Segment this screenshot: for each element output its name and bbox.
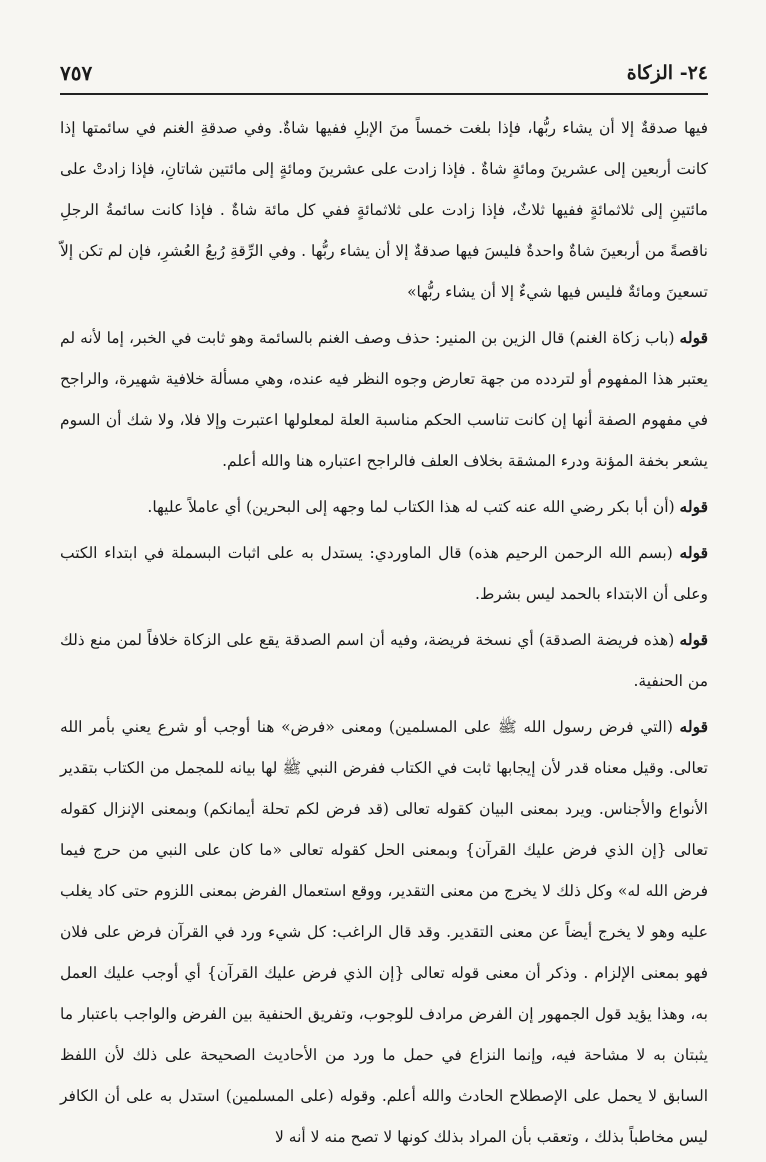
paragraph-text: (بسم الله الرحمن الرحيم هذه) قال الماوردي: يستدل به على اثبات البسملة في ابتداء الكتب وعلى أن الابتداء بالحمد ليس بشرط. (60, 544, 708, 603)
paragraph-commentary-2 (60, 486, 708, 528)
page-number: ٧٥٧ (60, 61, 93, 85)
qawluhu-keyword: قوله (679, 630, 708, 649)
paragraph-commentary-3 (60, 532, 708, 615)
paragraph-hadith-text: فيها صدقةٌ إلا أن يشاء ربُّها، فإذا بلغت خمساً منَ الإبلِ ففيها شاةٌ. وفي صدقةِ الغنم في سائمتها إذا كانت أربعين إلى عشرينَ ومائةٍ شاةٌ . فإذا زادت على عشرينَ ومائةٍ إلى مائتين شاتانِ، فإذا زادتْ على مائتينِ إلى ثلاثمائةٍ ففيها ثلاثٌ، فإذا زادت على ثلاثمائةٍ ففي كل مائة شاةٌ . فإذا كانت سائمةُ الرجلِ ناقصةً من أربعينَ شاةٌ واحدةٌ فليسَ فيها صدقةٌ إلا أن يشاء ربُّها . وفي الرِّقةِ رُبعُ العُشرِ، فإن لم تكن إلاّ تسعينَ ومائةٌ فليس فيها شيءٌ إلا أن يشاء ربُّها» (60, 119, 708, 301)
paragraph-text: (باب زكاة الغنم) قال الزين بن المنير: حذف وصف الغنم بالسائمة وهو ثابت في الخبر، إما لأنه لم يعتبر هذا المفهوم أو لتردده من جهة تعارض وجوه النظر فيه عنده، وهي مسألة خلافية شهيرة، والراجح في مفهوم الصفة أنها إن كانت تناسب الحكم مناسبة العلة لمعلولها اعتبرت وإلا فلا، ولا شك أن السوم يشعر بخفة المؤنة ودرء المشقة بخلاف العلف فالراجح اعتباره هنا والله أعلم. (60, 329, 708, 470)
paragraph-commentary-1 (60, 317, 708, 482)
header-rule (60, 93, 708, 95)
qawluhu-keyword: قوله (679, 328, 708, 347)
paragraph-text: (أن أبا بكر رضي الله عنه كتب له هذا الكتاب لما وجهه إلى البحرين) أي عاملاً عليها. (147, 498, 680, 516)
paragraph-commentary-5 (60, 706, 708, 1158)
qawluhu-keyword: قوله (679, 497, 708, 516)
paragraph-text: (التي فرض رسول الله ﷺ على المسلمين) ومعنى «فرض» هنا أوجب أو شرع يعني بأمر الله تعالى. وقيل معناه قدر لأن إيجابها ثابت في الكتاب ففرض النبي ﷺ لها بيانه للمجمل من الكتاب بتقدير الأنواع والأجناس. ويرد بمعنى البيان كقوله تعالى (قد فرض لكم تحلة أيمانكم) وبمعنى الإنزال كقوله تعالى {إن الذي فرض عليك القرآن} وبمعنى الحل كقوله تعالى «ما كان على النبي من حرج فيما فرض الله له» وكل ذلك لا يخرج من معنى التقدير، ووقع استعمال الفرض بمعنى اللزوم حتى كاد يغلب عليه وهو لا يخرج أيضاً عن معنى التقدير. وقد قال الراغب: كل شيء ورد في القرآن فرض على فلان فهو بمعنى الإلزام . وذكر أن معنى قوله تعالى {إن الذي فرض عليك القرآن} أي أوجب عليك العمل به، وهذا يؤيد قول الجمهور إن الفرض مرادف للوجوب، وتفريق الحنفية بين الفرض والواجب باعتبار ما يثبتان به لا مشاحة فيه، وإنما النزاع في حمل ما ورد من الأحاديث الصحيحة على ذلك لأن اللفظ السابق لا يحمل على الإصطلاح الحادث والله أعلم. وقوله (على المسلمين) استدل به على أن الكافر ليس مخاطباً بذلك ، وتعقب بأن المراد بذلك كونها لا تصح منه لا أنه لا (60, 718, 708, 1146)
paragraph-commentary-4 (60, 619, 708, 702)
qawluhu-keyword: قوله (679, 543, 708, 562)
page-body (60, 108, 708, 1162)
paragraph-text: (هذه فريضة الصدقة) أي نسخة فريضة، وفيه أن اسم الصدقة يقع على الزكاة خلافاً لمن منع ذلك من الحنفية. (60, 631, 708, 690)
chapter-title: ٢٤- الزكاة (626, 62, 708, 84)
qawluhu-keyword: قوله (679, 717, 708, 736)
running-head (60, 55, 708, 91)
